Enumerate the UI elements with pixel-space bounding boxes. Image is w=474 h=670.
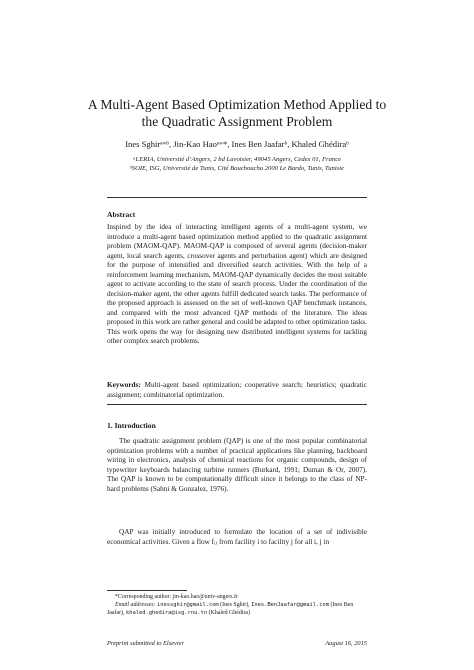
footer-date: August 16, 2015 — [325, 640, 367, 647]
email-link-ghedira[interactable]: khaled.ghedira@isg.rnu.tn — [125, 609, 208, 616]
email-link-benjaafar[interactable]: Ines.BenJaafar@gmail.com — [251, 602, 329, 608]
abstract-bottom-rule — [107, 404, 367, 405]
intro-paragraph-1-text: The quadratic assignment problem (QAP) is one of the most popular combinatorial optimization problems with a number of practical applications like planning, backboard wiring in electronics, analysis of chemical reactions for organic compounds, design of typewriter keyboards balancing turbine runners (Burkard, 1991; Duman & Or, 2007). The QAP is known to be computationally difficult since it belongs to the class of NP-hard problems (Sahni & Gonzalez, 1976). — [107, 437, 367, 493]
footnote-corresponding — [107, 594, 367, 602]
author-list: Ines Sghirᵃʷᵇ, Jin-Kao Haoᵃʷ*, Ines Ben Jaafarᵇ, Khaled Ghédiraᵇ — [125, 139, 349, 149]
keywords — [107, 381, 367, 400]
email-name-ghedira: (Khaled Ghédira) — [208, 609, 250, 616]
abstract-top-rule — [107, 197, 367, 198]
footer-preprint-note: Preprint submitted to Elsevier — [107, 640, 184, 647]
abstract-heading: Abstract — [107, 210, 136, 219]
email-link-sghir[interactable]: inessghir@gmail.com — [157, 602, 219, 608]
affiliation-a: ᵃLERIA, Université d’Angers, 2 bd Lavoisier, 49045 Angers, Cedex 01, France — [132, 156, 342, 163]
title-line-2: the Quadratic Assignment Problem — [141, 114, 333, 129]
email-name-sghir: (Ines Sghir), — [220, 602, 250, 608]
affiliation-b: ᵇSOIE, ISG, Université de Tunis, Cité Bouchoucha 2000 Le Bardo, Tunis, Tunisie — [130, 165, 344, 172]
footnote-corresponding-text: *Corresponding author: jin-kao.hao@univ-angers.fr — [115, 594, 238, 600]
keywords-label: Keywords: — [107, 381, 141, 389]
abstract-text: Inspired by the idea of interacting intelligent agents of a multi-agent system, we introduce a multi-agent based optimization method applied to the quadratic assignment problem (MAOM-QAP). MAOM-QAP is composed of several agents (decision-maker agent, local search agents, crossover agents and perturbation agent) which are designed for the purpose of intensified and diversified search activities. With the help of a reinforcement learning mechanism, MAOM-QAP dynamically decides the most suitable agent to activate according to the state of search process. Under the coordination of the decision-maker agent, the other agents fulfill dedicated search tasks. The performance of the proposed approach is assessed on the set of well-known QAP benchmark instances, and compared with the most advanced QAP methods of the literature. The ideas proposed in this work are rather general and could be adapted to other optimization tasks. This work opens the way for designing new distributed intelligent systems for tackling other complex search problems. — [107, 223, 367, 345]
keywords-text: Multi-agent based optimization; cooperative search; heuristics; quadratic assignment; combinatorial optimization. — [107, 381, 368, 399]
title-line-1: A Multi-Agent Based Optimization Method Applied to — [87, 97, 387, 112]
email-name-benjaafar: (Ines Ben Jaafar), — [107, 602, 354, 616]
footnote-emails — [107, 602, 367, 617]
intro-paragraph-2 — [107, 528, 367, 547]
section-heading-introduction: 1. Introduction — [107, 421, 156, 430]
intro-paragraph-1 — [107, 437, 367, 494]
intro-paragraph-2-text: QAP was initially introduced to formulate the location of a set of indivisible economical activities. Given a flow fᵢⱼ from facility i to facility j for all i, j in — [107, 528, 367, 546]
footnote-email-label: Email addresses: — [115, 602, 156, 608]
footnote-rule — [107, 590, 187, 591]
paper-title — [60, 96, 414, 130]
